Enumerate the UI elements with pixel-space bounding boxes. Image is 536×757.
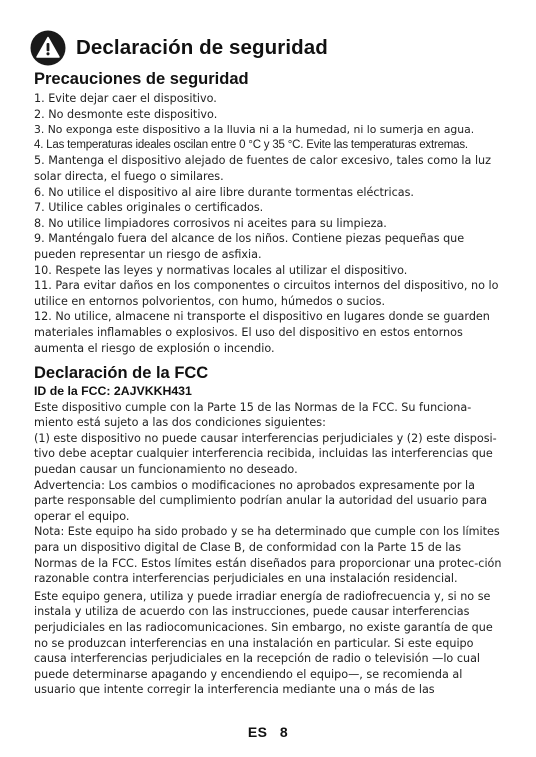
precaution-item: 1. Evite dejar caer el dispositivo.: [34, 92, 217, 105]
page-number: 8: [279, 724, 289, 740]
precaution-item: 7. Utilice cables originales o certificados.: [34, 201, 264, 215]
precaution-item: 10. Respete las leyes y normativas locales al utilizar el dispositivo.: [34, 263, 408, 277]
fcc-paragraph: Este dispositivo cumple con la Parte 15 de las Normas de la FCC. Su funciona-miento está sujeto a las dos condiciones siguientes:: [34, 400, 472, 430]
fcc-paragraph: Advertencia: Los cambios o modificaciones no aprobados expresamente por la parte responsable del cumplimiento podrían anular la autoridad del usuario para operar el equipo.: [34, 478, 488, 523]
warning-icon: [30, 30, 66, 66]
page-title: Declaración de seguridad: [76, 36, 328, 59]
precaution-item: 9. Manténgalo fuera del alcance de los niños. Contiene piezas pequeñas que pueden representar un riesgo de asfixia.: [34, 232, 465, 261]
precaution-item: 8. No utilice limpiadores corrosivos ni aceites para su limpieza.: [34, 216, 387, 230]
page-content: [34, 70, 506, 698]
precaution-item: 11. Para evitar daños en los componentes o circuitos internos del dispositivo, no lo utilice en entornos polvorientos, con humo, húmedos o sucios.: [34, 279, 499, 308]
precaution-item: 6. No utilice el dispositivo al aire libre durante tormentas eléctricas.: [34, 185, 414, 199]
fcc-statement: [34, 400, 506, 698]
fcc-id: ID de la FCC: 2AJVKKH431: [34, 384, 192, 399]
precautions-heading: Precauciones de seguridad: [34, 70, 249, 88]
precaution-item: 5. Mantenga el dispositivo alejado de fuentes de calor excesivo, tales como la luz solar directa, el fuego o similares.: [34, 154, 492, 183]
fcc-paragraph: Nota: Este equipo ha sido probado y se ha determinado que cumple con los límites para un dispositivo digital de Clase B, de conformidad con la Parte 15 de las Normas de la FCC. Estos límites están diseñados para proporcionar una protec-ción razonable contra interferencias perjudiciales en una instalación residencial.: [34, 525, 502, 586]
precaution-item: 3. No exponga este dispositivo a la lluvia ni a la humedad, ni lo sumerja en agua.: [34, 123, 475, 137]
precaution-item: 4. Las temperaturas ideales oscilan entre 0 °C y 35 °C. Evite las temperaturas extremas.: [34, 138, 468, 151]
precaution-item: 12. No utilice, almacene ni transporte el dispositivo en lugares donde se guarden materiales inflamables o explosivos. El uso del dispositivo en estos entornos aumenta el riesgo de explosión o incendio.: [34, 310, 490, 355]
page-header: [30, 30, 328, 66]
fcc-paragraph: Este equipo genera, utiliza y puede irradiar energía de radiofrecuencia y, si no se instala y utiliza de acuerdo con las instrucciones, puede causar interferencias perjudiciales en las radiocomunicaciones. Sin embargo, no existe garantía de que no se produzcan interferencias en una instalación en particular. Si este equipo causa interferencias perjudiciales en la recepción de radio o televisión —lo cual puede determinarse apagando y encendiendo el equipo—, se recomienda al usuario que intente corregir la interferencia mediante una o más de las: [34, 589, 493, 697]
language-code: ES: [247, 724, 268, 740]
precaution-item: 2. No desmonte este dispositivo.: [34, 107, 218, 121]
fcc-heading: Declaración de la FCC: [34, 364, 209, 383]
fcc-paragraph: (1) este dispositivo no puede causar interferencias perjudiciales y (2) este disposi-tivo debe aceptar cualquier interferencia recibida, incluidas las interferencias que puedan causar un funcionamiento no deseado.: [34, 431, 497, 477]
precautions-list: [34, 91, 506, 356]
page-footer: [0, 724, 536, 740]
